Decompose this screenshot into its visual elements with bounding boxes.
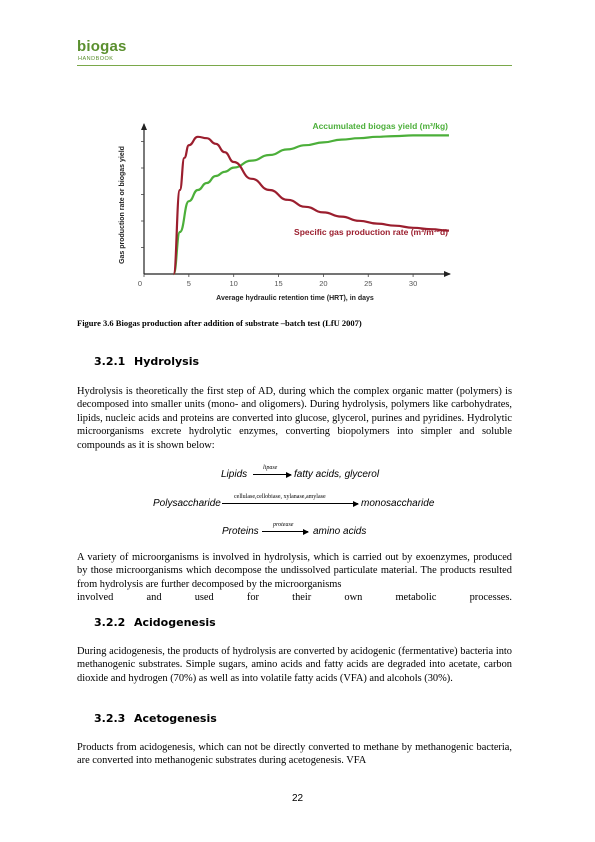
y-axis-label: Gas production rate or biogas yield bbox=[119, 146, 126, 264]
x-tick-label: 10 bbox=[229, 279, 238, 288]
header-rule bbox=[77, 65, 512, 66]
header-brand: biogas bbox=[77, 38, 127, 55]
reaction-reactant: Polysaccharide bbox=[153, 498, 221, 509]
page-number: 22 bbox=[291, 793, 304, 804]
reaction-reactant: Lipids bbox=[221, 469, 248, 480]
heading-hydrolysis bbox=[94, 355, 199, 368]
reaction-enzyme: protease bbox=[273, 522, 294, 528]
heading-title: Acetogenesis bbox=[134, 712, 217, 725]
x-tick-label: 25 bbox=[364, 279, 373, 288]
paragraph-hydrolysis-intro: Hydrolysis is theoretically the first step of AD, during which the complex organic matter (polymers) is decomposed into smaller units (mono- and oligomers). During hydrolysis, polymers like carbohydrates, lipids, nucleic acids and proteins are converted into glucose, glycerol, purines and pyridines. Hydrolytic microorganisms excrete hydrolytic enzymes, converting biopolymers into simpler and soluble compounds as it is shown below: bbox=[77, 386, 512, 451]
x-tick-label: 0 bbox=[137, 279, 143, 288]
reaction-product: fatty acids, glycerol bbox=[294, 469, 380, 480]
reaction-product: amino acids bbox=[313, 526, 367, 537]
heading-number: 3.2.2 bbox=[94, 616, 126, 629]
heading-acidogenesis bbox=[94, 616, 216, 629]
series-specific-gas-production-rate bbox=[174, 137, 449, 274]
x-tick-label: 20 bbox=[319, 279, 328, 288]
biogas-production-chart bbox=[110, 110, 455, 305]
reaction-enzyme: cellulase,cellobiase, xylanase,amylase bbox=[234, 494, 326, 500]
y-axis-arrow bbox=[141, 123, 147, 130]
paragraph-acidogenesis: During acidogenesis, the products of hydrolysis are converted by acidogenic (fermentative) bacteria into methanogenic substrates. Simple sugars, amino acids and fatty acids are degraded into acetate, carbon dioxide and hydrogen (70%) as well as into volatile fatty acids (VFA) and alcohols (30%). bbox=[77, 646, 512, 684]
paragraph-hydrolysis-more: A variety of microorganisms is involved in hydrolysis, which is carried out by exoenzymes, produced by those microorganisms which decompose the undissolved particulate material. The products resulted from hydrolysis are further decomposed by the microorganisms bbox=[77, 552, 512, 590]
reaction-product: monosaccharide bbox=[361, 498, 435, 509]
series-label-accumulated: Accumulated biogas yield (m³/kg) bbox=[312, 121, 448, 131]
header-subtitle: HANDBOOK bbox=[78, 56, 114, 62]
figure-caption: Figure 3.6 Biogas production after addition of substrate –batch test (LfU 2007) bbox=[77, 318, 362, 328]
reaction-reactant: Proteins bbox=[222, 526, 259, 537]
reaction-enzyme: lipase bbox=[263, 465, 278, 471]
reaction-arrow bbox=[222, 503, 358, 504]
heading-title: Hydrolysis bbox=[134, 355, 200, 368]
x-tick-label: 15 bbox=[274, 279, 283, 288]
series-accumulated-biogas-yield bbox=[174, 135, 449, 274]
reaction-arrow bbox=[262, 531, 308, 532]
x-tick-label: 30 bbox=[408, 279, 418, 288]
x-tick-label: 5 bbox=[186, 279, 191, 288]
paragraph-acetogenesis: Products from acidogenesis, which can not be directly converted to methane by methanogenic bacteria, are converted into methanogenic substrates during acetogenesis. VFA bbox=[77, 742, 512, 767]
heading-number: 3.2.1 bbox=[94, 355, 126, 368]
paragraph-hydrolysis-more-end: involved and used for their own metabolic processes. bbox=[77, 592, 512, 603]
heading-number: 3.2.3 bbox=[94, 712, 126, 725]
x-axis-arrow bbox=[444, 271, 451, 277]
heading-title: Acidogenesis bbox=[134, 616, 216, 629]
heading-acetogenesis bbox=[94, 712, 217, 725]
reaction-arrow bbox=[253, 474, 291, 475]
x-axis-label: Average hydraulic retention time (HRT), in days bbox=[216, 295, 374, 302]
series-label-specific: Specific gas production rate (m³/m³*d) bbox=[294, 227, 448, 237]
